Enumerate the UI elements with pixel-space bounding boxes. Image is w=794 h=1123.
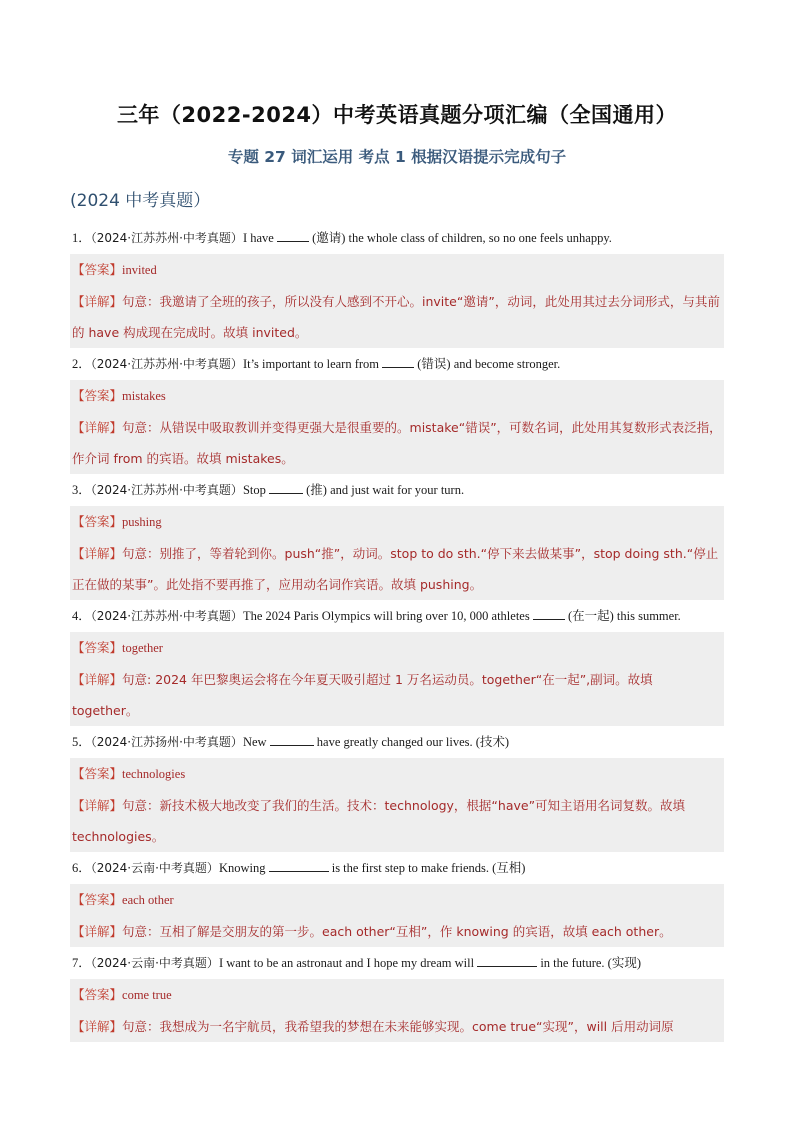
explanation-row: [70, 664, 724, 726]
answer-text: pushing: [122, 515, 162, 529]
question: [70, 726, 724, 758]
answer-label: 【答案】: [72, 388, 123, 403]
explanation-row: [70, 538, 724, 600]
question-number: 2．: [72, 357, 91, 371]
question: [70, 222, 724, 254]
answer-row: [70, 979, 724, 1011]
answer-blank: [382, 354, 414, 368]
question-text: (错误) and become stronger.: [414, 357, 561, 371]
question-number: 1．: [72, 231, 91, 245]
document-subtitle: 专题 27 词汇运用 考点 1 根据汉语提示完成句子: [227, 148, 567, 166]
question-source: （2024·江苏苏州·中考真题）: [90, 483, 243, 497]
answer-blank: [270, 732, 314, 746]
answer-text: technologies: [122, 767, 186, 781]
explanation-row: [70, 286, 724, 348]
answer-blank: [477, 953, 537, 967]
question: [70, 348, 724, 380]
answer-row: [70, 254, 724, 286]
question-number: 4．: [72, 609, 91, 623]
question-number: 6．: [72, 861, 91, 875]
answer-row: [70, 758, 724, 790]
answer-row: [70, 380, 724, 412]
question: [70, 852, 724, 884]
answer-text: each other: [122, 893, 174, 907]
answer-text: together: [122, 641, 163, 655]
question-text: is the first step to make friends. (互相): [328, 861, 526, 875]
question-source: （2024·江苏扬州·中考真题）: [90, 735, 243, 749]
explanation-text: 句意：互相了解是交朋友的第一步。each other“互相”，作 knowing 的宾语，故填 each other。: [122, 924, 672, 939]
question-text: in the future. (实现): [537, 956, 641, 970]
question-text: (邀请) the whole class of children, so no one feels unhappy.: [308, 231, 612, 245]
answer-blank: [533, 606, 565, 620]
question-source: （2024·江苏苏州·中考真题）: [90, 231, 243, 245]
question-text: The 2024 Paris Olympics will bring over 10, 000 athletes: [242, 609, 533, 623]
question-text: have greatly changed our lives. (技术): [313, 735, 510, 749]
answer-text: mistakes: [122, 389, 166, 403]
question-text: It’s important to learn from: [242, 357, 383, 371]
explain-label: 【详解】: [72, 546, 123, 561]
explain-label: 【详解】: [72, 798, 123, 813]
document-title: 三年（2022-2024）中考英语真题分项汇编（全国通用）: [116, 103, 678, 127]
explain-label: 【详解】: [72, 294, 123, 309]
answer-row: [70, 506, 724, 538]
explain-label: 【详解】: [72, 1019, 123, 1034]
answer-label: 【答案】: [72, 640, 123, 655]
question-text: (在一起) this summer.: [564, 609, 681, 623]
answer-row: [70, 632, 724, 664]
question-source: （2024·云南·中考真题）: [90, 956, 219, 970]
answer-text: invited: [122, 263, 157, 277]
question-text: I want to be an astronaut and I hope my dream will: [218, 956, 478, 970]
answer-blank: [269, 480, 303, 494]
question-text: New: [242, 735, 270, 749]
question-source: （2024·江苏苏州·中考真题）: [90, 357, 243, 371]
question-text: I have: [242, 231, 277, 245]
explanation-text: 句意: 2024 年巴黎奥运会将在今年夏天吸引超过 1 万名运动员。together“在一起”,副词。故填 together。: [72, 672, 653, 718]
question-text: Knowing: [218, 861, 269, 875]
explanation-text: 句意：我邀请了全班的孩子，所以没有人感到不开心。invite“邀请”，动词，此处用其过去分词形式，与其前的 have 构成现在完成时。故填 invited。: [72, 294, 720, 340]
section-heading: (2024 中考真题）: [70, 191, 211, 211]
question-source: （2024·云南·中考真题）: [90, 861, 219, 875]
question: [70, 474, 724, 506]
question-text: (推) and just wait for your turn.: [303, 483, 465, 497]
question-number: 7．: [72, 956, 91, 970]
question-number: 5．: [72, 735, 91, 749]
explanation-row: [70, 790, 724, 852]
question-list: [70, 222, 724, 1042]
answer-row: [70, 884, 724, 916]
explanation-text: 句意：我想成为一名宇航员，我希望我的梦想在未来能够实现。come true“实现”，will 后用动词原: [122, 1019, 674, 1034]
answer-blank: [269, 858, 329, 872]
question-source: （2024·江苏苏州·中考真题）: [90, 609, 243, 623]
answer-label: 【答案】: [72, 262, 123, 277]
explain-label: 【详解】: [72, 420, 123, 435]
explanation-row: [70, 1011, 724, 1042]
explain-label: 【详解】: [72, 924, 123, 939]
answer-label: 【答案】: [72, 766, 123, 781]
explanation-text: 句意：新技术极大地改变了我们的生活。技术：technology，根据“have”可知主语用名词复数。故填 technologies。: [72, 798, 686, 844]
answer-blank: [277, 228, 309, 242]
answer-label: 【答案】: [72, 514, 123, 529]
answer-label: 【答案】: [72, 987, 123, 1002]
explanation-text: 句意：从错误中吸取教训并变得更强大是很重要的。mistake“错误”，可数名词，此处用其复数形式表泛指，作介词 from 的宾语。故填 mistakes。: [72, 420, 722, 466]
question-number: 3．: [72, 483, 91, 497]
question: [70, 947, 724, 979]
explain-label: 【详解】: [72, 672, 123, 687]
question-text: Stop: [242, 483, 269, 497]
answer-label: 【答案】: [72, 892, 123, 907]
explanation-text: 句意：别推了，等着轮到你。push“推”，动词。stop to do sth.“停下来去做某事”，stop doing sth.“停止正在做的某事”。此处指不要再推了，应用动名词作宾语。故填 pushing。: [72, 546, 719, 592]
answer-text: come true: [122, 988, 172, 1002]
explanation-row: [70, 916, 724, 947]
explanation-row: [70, 412, 724, 474]
question: [70, 600, 724, 632]
